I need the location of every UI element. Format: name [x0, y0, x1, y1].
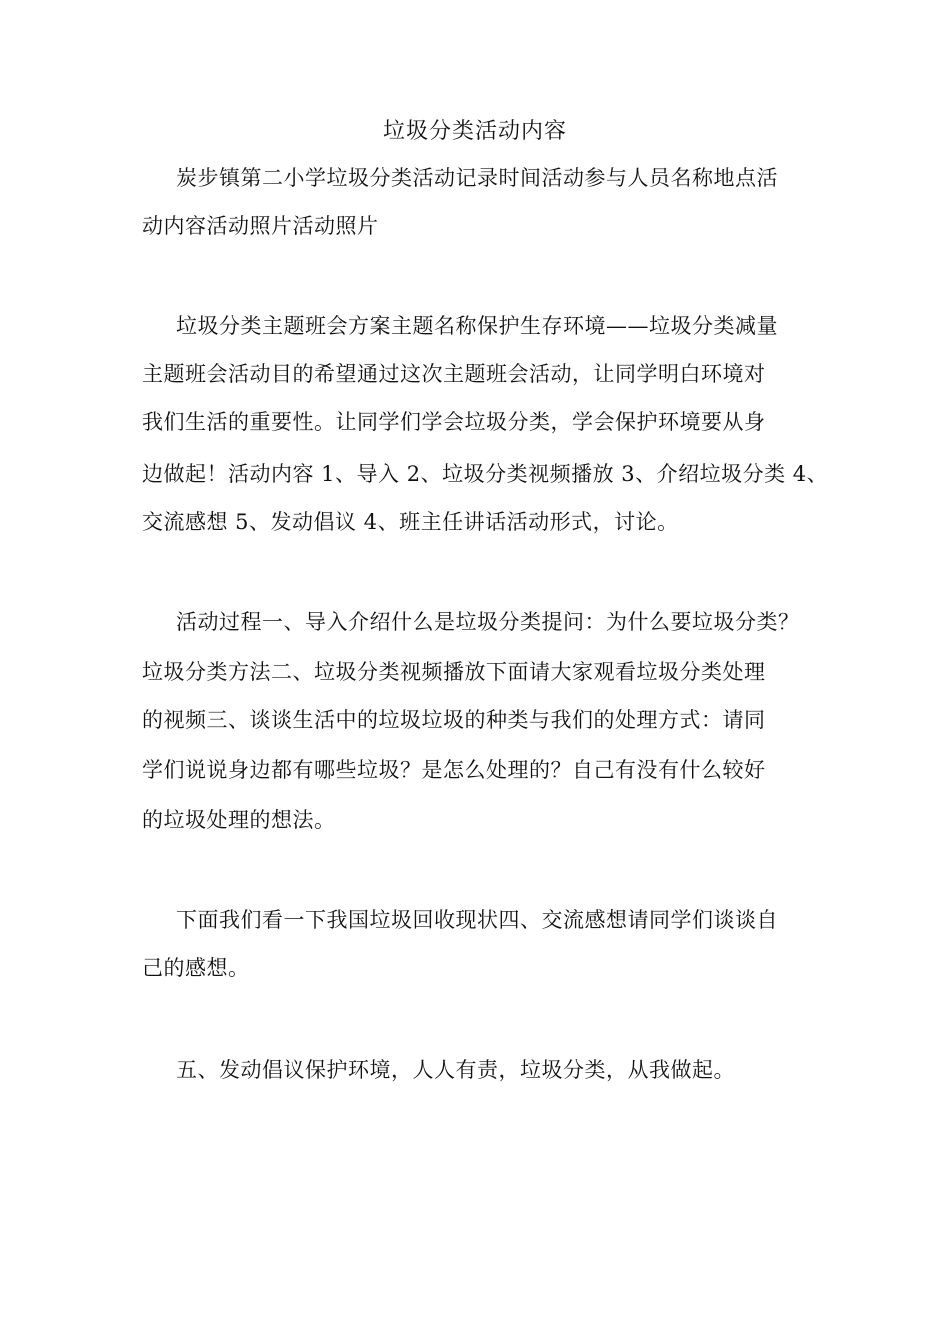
- document-title: 垃圾分类活动内容: [382, 119, 567, 144]
- paragraph-line: 动内容活动照片活动照片: [142, 214, 379, 238]
- paragraph-line: 己的感想。: [142, 956, 250, 980]
- paragraph-line: 五、发动倡议保护环境，人人有责，垃圾分类，从我做起。: [176, 1058, 735, 1082]
- paragraph-line: 垃圾分类主题班会方案主题名称保护生存环境——垃圾分类减量: [176, 314, 778, 338]
- paragraph-line: 主题班会活动目的希望通过这次主题班会活动，让同学明白环境对: [142, 362, 766, 386]
- paragraph-line: 边做起！活动内容 1、导入 2、垃圾分类视频播放 3、介绍垃圾分类 4、: [142, 462, 829, 486]
- paragraph-line: 炭步镇第二小学垃圾分类活动记录时间活动参与人员名称地点活: [176, 166, 778, 190]
- paragraph-line: 的垃圾处理的想法。: [142, 808, 336, 832]
- paragraph-line: 下面我们看一下我国垃圾回收现状四、交流感想请同学们谈谈自: [176, 908, 778, 932]
- paragraph-line: 学们说说身边都有哪些垃圾？是怎么处理的？自己有没有什么较好: [142, 758, 766, 782]
- paragraph-line: 的视频三、谈谈生活中的垃圾垃圾的种类与我们的处理方式：请同: [142, 708, 766, 732]
- paragraph-line: 活动过程一、导入介绍什么是垃圾分类提问：为什么要垃圾分类？: [176, 610, 800, 634]
- paragraph-line: 我们生活的重要性。让同学们学会垃圾分类，学会保护环境要从身: [142, 410, 766, 434]
- paragraph-line: 交流感想 5、发动倡议 4、班主任讲话活动形式，讨论。: [142, 510, 679, 534]
- paragraph-line: 垃圾分类方法二、垃圾分类视频播放下面请大家观看垃圾分类处理: [142, 660, 766, 684]
